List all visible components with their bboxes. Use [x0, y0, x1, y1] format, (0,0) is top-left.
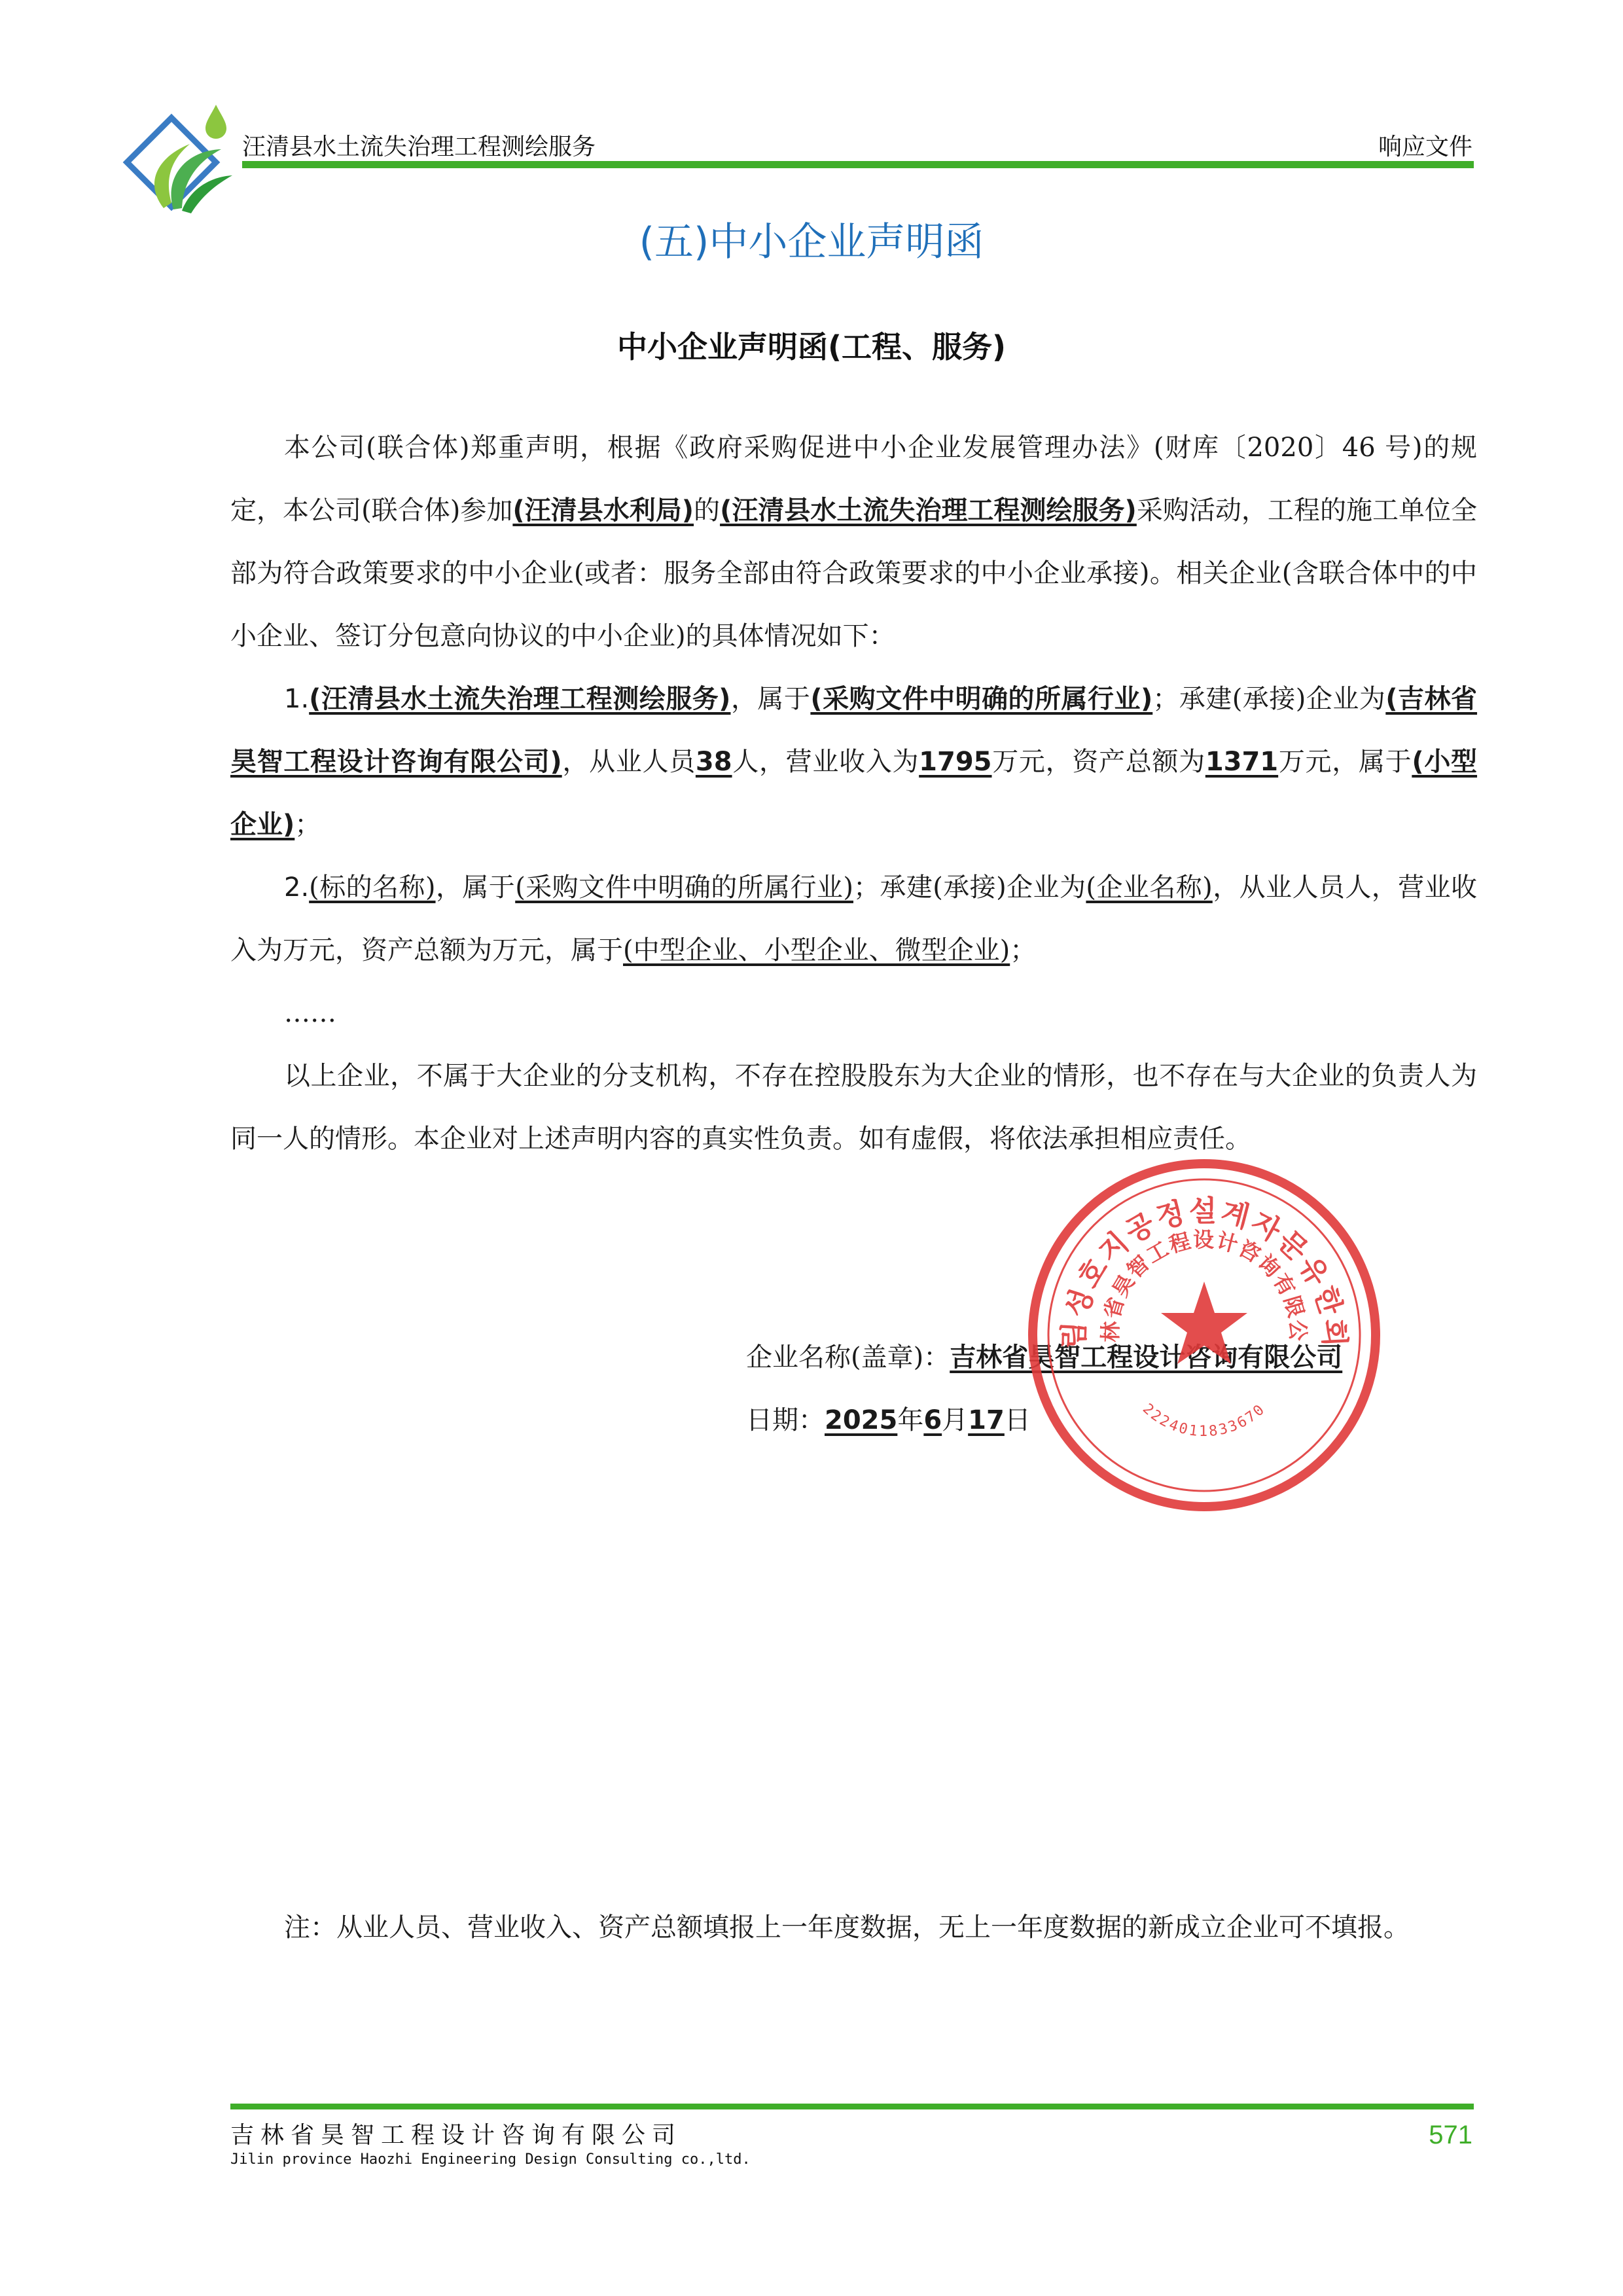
item-text: ；承建(承接)企业为	[853, 872, 1086, 903]
declaration-paragraph	[230, 416, 1477, 668]
closing-statement: 以上企业，不属于大企业的分支机构，不存在控股股东为大企业的情形，也不存在与大企业的负责人为同一人的情形。本企业对上述声明内容的真实性负责。如有虚假，将依法承担相应责任。	[230, 1061, 1477, 1154]
ellipsis: ……	[284, 998, 336, 1028]
item-industry: (采购文件中明确的所属行业)	[515, 872, 853, 903]
seal-inner-text: 林省昊智工程设计咨询有限公	[1097, 1227, 1311, 1343]
item-assets: 1371	[1205, 747, 1279, 777]
footer-company-cn: 吉林省昊智工程设计咨询有限公司	[230, 2122, 683, 2149]
project-name: (汪清县水土流失治理工程测绘服务)	[720, 495, 1137, 526]
item-subject: (汪清县水土流失治理工程测绘服务)	[309, 684, 731, 714]
declaration-body	[230, 416, 1477, 1170]
item-company: (吉林省昊智工程设计咨询有限公司)	[230, 684, 1478, 777]
item-company: (企业名称)	[1086, 872, 1213, 903]
item-number: 2.	[284, 872, 310, 903]
date-unit: 年	[897, 1405, 924, 1435]
item-text: 人，营业收入为	[732, 747, 919, 777]
header-divider	[242, 161, 1474, 168]
svg-text:2224011833670	[1139, 1401, 1269, 1440]
enterprise-item-2	[230, 856, 1477, 982]
item-enterprise-type: (中型企业、小型企业、微型企业)	[623, 935, 1010, 965]
item-text: 万元，资产总额为	[991, 747, 1205, 777]
signature-date-row	[746, 1399, 1031, 1437]
item-text: 万元，属于	[1278, 747, 1412, 777]
item-revenue: 1795	[919, 747, 992, 777]
item-text: ，从业人员	[562, 747, 696, 777]
date-month: 6	[923, 1405, 942, 1435]
footer-divider	[230, 2104, 1474, 2109]
purchaser-name: (汪清县水利局)	[512, 495, 694, 526]
seal-outer-text: 림성호지공정설계자문유한회	[1057, 1194, 1351, 1350]
footnote: 注：从业人员、营业收入、资产总额填报上一年度数据，无上一年度数据的新成立企业可不填报。	[284, 1912, 1410, 1943]
item-number: 1.	[284, 684, 310, 714]
date-unit: 日	[1004, 1405, 1031, 1435]
item-text: ，属于	[730, 684, 811, 714]
item-text: ；承建(承接)企业为	[1152, 684, 1386, 714]
item-subject: (标的名称)	[309, 872, 436, 903]
signature-label: 企业名称(盖章)：	[746, 1342, 950, 1372]
header-title: 汪清县水土流失治理工程测绘服务	[242, 134, 596, 160]
section-title: (五)中小企业声明函	[639, 219, 984, 265]
item-text: ，从业人员人，营业收入为万元，资产总额为万元，属于	[230, 872, 1478, 965]
date-unit: 月	[942, 1405, 969, 1435]
item-employees: 38	[695, 747, 732, 777]
enterprise-item-1	[230, 668, 1477, 856]
item-enterprise-type: (小型企业)	[230, 747, 1478, 840]
header-doc-type: 响应文件	[1378, 134, 1472, 160]
item-text: ；	[294, 810, 321, 840]
paragraph-text: 本公司(联合体)郑重声明，根据《政府采购促进中小企业发展管理办法》(财库〔2020〕46 号)的规定，本公司(联合体)参加	[230, 433, 1477, 526]
item-text: ，属于	[435, 872, 516, 903]
paragraph-text: 采购活动，工程的施工单位全部为符合政策要求的中小企业(或者：服务全部由符合政策要求的中小企业承接)。相关企业(含联合体中的中小企业、签订分包意向协议的中小企业)的具体情况如下：	[230, 495, 1478, 651]
seal-number: 2224011833670	[1139, 1401, 1270, 1441]
date-day: 17	[968, 1405, 1005, 1435]
footer-company-en: Jilin province Haozhi Engineering Design Consulting co.,ltd.	[230, 2151, 751, 2168]
signature-company: 吉林省昊智工程设计咨询有限公司	[950, 1342, 1343, 1372]
item-text: ；	[1010, 935, 1037, 965]
date-label: 日期：	[746, 1405, 825, 1435]
page-number: 571	[1429, 2121, 1472, 2149]
letter-title: 中小企业声明函(工程、服务)	[616, 329, 1007, 365]
paragraph-text: 的	[694, 495, 721, 526]
company-seal	[1021, 1152, 1387, 1518]
item-industry: (采购文件中明确的所属行业)	[810, 684, 1153, 714]
date-year: 2025	[825, 1405, 898, 1435]
